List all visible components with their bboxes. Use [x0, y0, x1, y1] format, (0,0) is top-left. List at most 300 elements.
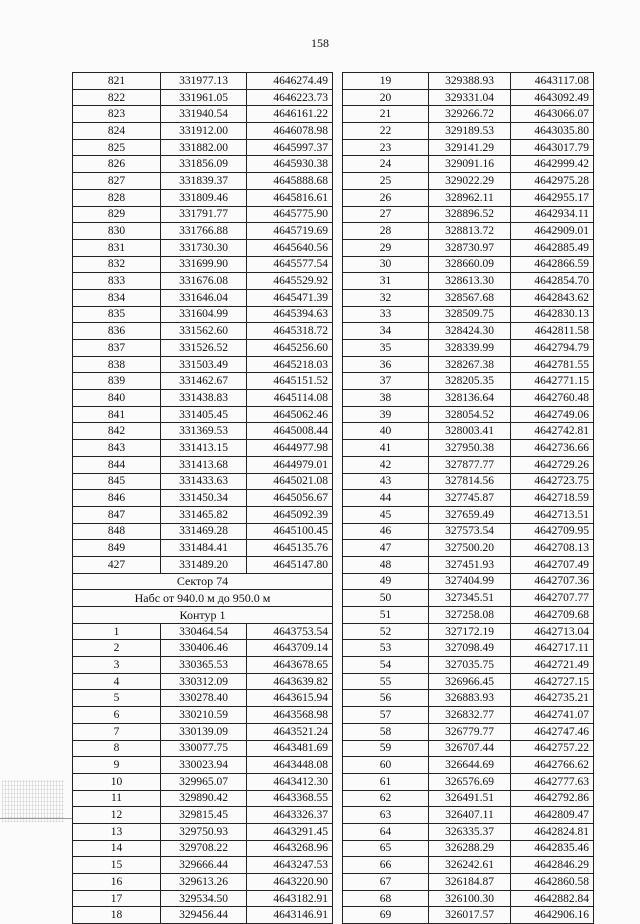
y-coordinate: 4642707.77	[511, 590, 594, 607]
point-number: 846	[73, 490, 161, 507]
point-number: 831	[73, 239, 161, 256]
y-coordinate: 4642866.59	[511, 256, 594, 273]
x-coordinate: 331730.30	[161, 239, 247, 256]
point-number: 38	[343, 390, 429, 407]
x-coordinate: 327950.38	[429, 440, 511, 457]
x-coordinate: 331465.82	[161, 506, 247, 523]
contour-title: Контур 1	[73, 607, 333, 624]
x-coordinate: 329708.22	[161, 840, 247, 857]
point-number: 839	[73, 373, 161, 390]
point-number: 27	[343, 206, 429, 223]
y-coordinate: 4642736.66	[511, 440, 594, 457]
table-row	[343, 757, 594, 774]
table-row	[73, 690, 333, 707]
table-row	[73, 707, 333, 724]
point-number: 822	[73, 89, 161, 106]
sector-title-row	[73, 573, 333, 590]
y-coordinate: 4646223.73	[247, 89, 333, 106]
point-number: 841	[73, 406, 161, 423]
y-coordinate: 4645056.67	[247, 490, 333, 507]
point-number: 828	[73, 189, 161, 206]
x-coordinate: 331526.52	[161, 340, 247, 357]
point-number: 52	[343, 623, 429, 640]
point-number: 68	[343, 890, 429, 907]
x-coordinate: 328813.72	[429, 223, 511, 240]
point-number: 11	[73, 790, 161, 807]
point-number: 32	[343, 289, 429, 306]
point-number: 30	[343, 256, 429, 273]
table-row	[73, 289, 333, 306]
y-coordinate: 4645719.69	[247, 223, 333, 240]
table-row	[73, 556, 333, 573]
point-number: 34	[343, 323, 429, 340]
table-row	[343, 406, 594, 423]
y-coordinate: 4642843.62	[511, 289, 594, 306]
y-coordinate: 4642760.48	[511, 390, 594, 407]
point-number: 14	[73, 840, 161, 857]
table-row	[73, 106, 333, 123]
x-coordinate: 328896.52	[429, 206, 511, 223]
table-row	[343, 607, 594, 624]
table-row	[343, 106, 594, 123]
table-row	[343, 239, 594, 256]
table-row	[73, 723, 333, 740]
point-number: 21	[343, 106, 429, 123]
x-coordinate: 330406.46	[161, 640, 247, 657]
x-coordinate: 331562.60	[161, 323, 247, 340]
y-coordinate: 4642792.86	[511, 790, 594, 807]
y-coordinate: 4642975.28	[511, 173, 594, 190]
point-number: 13	[73, 823, 161, 840]
point-number: 53	[343, 640, 429, 657]
y-coordinate: 4643092.49	[511, 89, 594, 106]
x-coordinate: 327814.56	[429, 473, 511, 490]
x-coordinate: 331462.67	[161, 373, 247, 390]
x-coordinate: 329815.45	[161, 807, 247, 824]
x-coordinate: 331912.00	[161, 123, 247, 140]
y-coordinate: 4645775.90	[247, 206, 333, 223]
x-coordinate: 330464.54	[161, 623, 247, 640]
table-row	[343, 273, 594, 290]
table-row	[73, 323, 333, 340]
point-number: 35	[343, 340, 429, 357]
point-number: 65	[343, 840, 429, 857]
x-coordinate: 329750.93	[161, 823, 247, 840]
table-row	[73, 340, 333, 357]
x-coordinate: 326644.69	[429, 757, 511, 774]
x-coordinate: 326707.44	[429, 740, 511, 757]
y-coordinate: 4643146.91	[247, 907, 333, 924]
table-row	[343, 690, 594, 707]
table-row	[343, 423, 594, 440]
y-coordinate: 4642713.04	[511, 623, 594, 640]
point-number: 55	[343, 673, 429, 690]
table-row	[73, 874, 333, 891]
point-number: 830	[73, 223, 161, 240]
y-coordinate: 4642727.15	[511, 673, 594, 690]
scan-artifact	[2, 780, 64, 822]
table-row	[73, 807, 333, 824]
table-row	[343, 540, 594, 557]
x-coordinate: 327404.99	[429, 573, 511, 590]
y-coordinate: 4642830.13	[511, 306, 594, 323]
table-row	[343, 490, 594, 507]
x-coordinate: 329091.16	[429, 156, 511, 173]
point-number: 58	[343, 723, 429, 740]
point-number: 835	[73, 306, 161, 323]
x-coordinate: 328267.38	[429, 356, 511, 373]
y-coordinate: 4642824.81	[511, 823, 594, 840]
x-coordinate: 326491.51	[429, 790, 511, 807]
y-coordinate: 4642882.84	[511, 890, 594, 907]
y-coordinate: 4643117.08	[511, 73, 594, 90]
table-row	[343, 289, 594, 306]
table-row	[343, 523, 594, 540]
point-number: 843	[73, 440, 161, 457]
x-coordinate: 329331.04	[429, 89, 511, 106]
point-number: 56	[343, 690, 429, 707]
point-number: 42	[343, 456, 429, 473]
y-coordinate: 4643481.69	[247, 740, 333, 757]
y-coordinate: 4642766.62	[511, 757, 594, 774]
table-row	[343, 907, 594, 924]
table-row	[343, 223, 594, 240]
y-coordinate: 4642718.59	[511, 490, 594, 507]
x-coordinate: 331604.99	[161, 306, 247, 323]
y-coordinate: 4645640.56	[247, 239, 333, 256]
y-coordinate: 4645471.39	[247, 289, 333, 306]
y-coordinate: 4642729.26	[511, 456, 594, 473]
table-row	[73, 373, 333, 390]
sector-subtitle-row	[73, 590, 333, 607]
table-row	[343, 707, 594, 724]
x-coordinate: 326288.29	[429, 840, 511, 857]
table-row	[343, 556, 594, 573]
table-row	[73, 406, 333, 423]
point-number: 7	[73, 723, 161, 740]
y-coordinate: 4643017.79	[511, 139, 594, 156]
right-coordinates-table	[342, 72, 594, 924]
y-coordinate: 4645100.45	[247, 523, 333, 540]
x-coordinate: 326184.87	[429, 874, 511, 891]
x-coordinate: 327035.75	[429, 657, 511, 674]
x-coordinate: 331438.83	[161, 390, 247, 407]
table-row	[343, 590, 594, 607]
x-coordinate: 331489.20	[161, 556, 247, 573]
point-number: 3	[73, 657, 161, 674]
y-coordinate: 4642999.42	[511, 156, 594, 173]
y-coordinate: 4645008.44	[247, 423, 333, 440]
point-number: 824	[73, 123, 161, 140]
y-coordinate: 4642723.75	[511, 473, 594, 490]
x-coordinate: 328339.99	[429, 340, 511, 357]
point-number: 844	[73, 456, 161, 473]
point-number: 51	[343, 607, 429, 624]
x-coordinate: 331484.41	[161, 540, 247, 557]
point-number: 9	[73, 757, 161, 774]
table-row	[73, 139, 333, 156]
y-coordinate: 4642721.49	[511, 657, 594, 674]
point-number: 12	[73, 807, 161, 824]
x-coordinate: 328567.68	[429, 289, 511, 306]
point-number: 36	[343, 356, 429, 373]
table-row	[343, 473, 594, 490]
table-row	[73, 740, 333, 757]
x-coordinate: 331469.28	[161, 523, 247, 540]
x-coordinate: 327573.54	[429, 523, 511, 540]
point-number: 67	[343, 874, 429, 891]
point-number: 44	[343, 490, 429, 507]
point-number: 57	[343, 707, 429, 724]
table-row	[73, 423, 333, 440]
point-number: 69	[343, 907, 429, 924]
point-number: 23	[343, 139, 429, 156]
y-coordinate: 4643247.53	[247, 857, 333, 874]
y-coordinate: 4643035.80	[511, 123, 594, 140]
table-row	[73, 306, 333, 323]
table-row	[73, 907, 333, 924]
table-row	[343, 790, 594, 807]
x-coordinate: 331503.49	[161, 356, 247, 373]
y-coordinate: 4643639.82	[247, 673, 333, 690]
x-coordinate: 327258.08	[429, 607, 511, 624]
x-coordinate: 329613.26	[161, 874, 247, 891]
x-coordinate: 326779.77	[429, 723, 511, 740]
y-coordinate: 4645394.63	[247, 306, 333, 323]
point-number: 26	[343, 189, 429, 206]
table-row	[73, 473, 333, 490]
binding-mark	[0, 818, 72, 819]
x-coordinate: 328509.75	[429, 306, 511, 323]
table-row	[73, 840, 333, 857]
point-number: 41	[343, 440, 429, 457]
y-coordinate: 4645318.72	[247, 323, 333, 340]
point-number: 823	[73, 106, 161, 123]
sector-subtitle: Набс от 940.0 м до 950.0 м	[73, 590, 333, 607]
point-number: 825	[73, 139, 161, 156]
table-row	[343, 323, 594, 340]
x-coordinate: 328424.30	[429, 323, 511, 340]
x-coordinate: 330210.59	[161, 707, 247, 724]
point-number: 838	[73, 356, 161, 373]
x-coordinate: 326576.69	[429, 773, 511, 790]
table-row	[73, 189, 333, 206]
x-coordinate: 330278.40	[161, 690, 247, 707]
point-number: 829	[73, 206, 161, 223]
x-coordinate: 327098.49	[429, 640, 511, 657]
x-coordinate: 327172.19	[429, 623, 511, 640]
point-number: 61	[343, 773, 429, 790]
y-coordinate: 4642742.81	[511, 423, 594, 440]
table-row	[73, 540, 333, 557]
x-coordinate: 327500.20	[429, 540, 511, 557]
table-row	[343, 573, 594, 590]
y-coordinate: 4643753.54	[247, 623, 333, 640]
table-row	[73, 206, 333, 223]
table-row	[343, 440, 594, 457]
table-row	[73, 506, 333, 523]
y-coordinate: 4642811.58	[511, 323, 594, 340]
y-coordinate: 4642757.22	[511, 740, 594, 757]
y-coordinate: 4645930.38	[247, 156, 333, 173]
x-coordinate: 329456.44	[161, 907, 247, 924]
point-number: 16	[73, 874, 161, 891]
table-row	[73, 440, 333, 457]
y-coordinate: 4646274.49	[247, 73, 333, 90]
x-coordinate: 331699.90	[161, 256, 247, 273]
x-coordinate: 331977.13	[161, 73, 247, 90]
table-row	[343, 740, 594, 757]
y-coordinate: 4645147.80	[247, 556, 333, 573]
table-row	[73, 239, 333, 256]
table-row	[343, 173, 594, 190]
point-number: 62	[343, 790, 429, 807]
x-coordinate: 331791.77	[161, 206, 247, 223]
y-coordinate: 4644977.98	[247, 440, 333, 457]
table-row	[343, 673, 594, 690]
left-coordinates-table	[72, 72, 333, 924]
point-number: 31	[343, 273, 429, 290]
y-coordinate: 4643368.55	[247, 790, 333, 807]
x-coordinate: 329965.07	[161, 773, 247, 790]
point-number: 826	[73, 156, 161, 173]
y-coordinate: 4645816.61	[247, 189, 333, 206]
point-number: 40	[343, 423, 429, 440]
point-number: 64	[343, 823, 429, 840]
table-row	[73, 73, 333, 90]
y-coordinate: 4646078.98	[247, 123, 333, 140]
point-number: 10	[73, 773, 161, 790]
point-number: 845	[73, 473, 161, 490]
x-coordinate: 327345.51	[429, 590, 511, 607]
table-row	[343, 340, 594, 357]
point-number: 24	[343, 156, 429, 173]
point-number: 837	[73, 340, 161, 357]
y-coordinate: 4645529.92	[247, 273, 333, 290]
y-coordinate: 4642794.79	[511, 340, 594, 357]
point-number: 22	[343, 123, 429, 140]
x-coordinate: 328205.35	[429, 373, 511, 390]
table-row	[343, 823, 594, 840]
point-number: 847	[73, 506, 161, 523]
y-coordinate: 4642771.15	[511, 373, 594, 390]
point-number: 46	[343, 523, 429, 540]
table-row	[343, 773, 594, 790]
y-coordinate: 4642709.68	[511, 607, 594, 624]
sector-title: Сектор 74	[73, 573, 333, 590]
point-number: 60	[343, 757, 429, 774]
table-row	[73, 773, 333, 790]
y-coordinate: 4645135.76	[247, 540, 333, 557]
point-number: 59	[343, 740, 429, 757]
point-number: 18	[73, 907, 161, 924]
y-coordinate: 4645256.60	[247, 340, 333, 357]
table-row	[343, 73, 594, 90]
x-coordinate: 331940.54	[161, 106, 247, 123]
point-number: 840	[73, 390, 161, 407]
point-number: 25	[343, 173, 429, 190]
point-number: 63	[343, 807, 429, 824]
x-coordinate: 330312.09	[161, 673, 247, 690]
y-coordinate: 4643291.45	[247, 823, 333, 840]
x-coordinate: 331839.37	[161, 173, 247, 190]
x-coordinate: 331856.09	[161, 156, 247, 173]
y-coordinate: 4642741.07	[511, 707, 594, 724]
y-coordinate: 4642934.11	[511, 206, 594, 223]
point-number: 427	[73, 556, 161, 573]
y-coordinate: 4645092.39	[247, 506, 333, 523]
x-coordinate: 331413.15	[161, 440, 247, 457]
x-coordinate: 330365.53	[161, 657, 247, 674]
y-coordinate: 4642749.06	[511, 406, 594, 423]
table-row	[343, 623, 594, 640]
y-coordinate: 4642713.51	[511, 506, 594, 523]
table-row	[343, 89, 594, 106]
y-coordinate: 4642781.55	[511, 356, 594, 373]
table-row	[73, 390, 333, 407]
point-number: 50	[343, 590, 429, 607]
table-row	[343, 156, 594, 173]
point-number: 833	[73, 273, 161, 290]
table-row	[343, 890, 594, 907]
table-row	[73, 890, 333, 907]
x-coordinate: 327659.49	[429, 506, 511, 523]
x-coordinate: 329189.53	[429, 123, 511, 140]
x-coordinate: 329890.42	[161, 790, 247, 807]
point-number: 834	[73, 289, 161, 306]
point-number: 39	[343, 406, 429, 423]
table-row	[73, 673, 333, 690]
x-coordinate: 331369.53	[161, 423, 247, 440]
x-coordinate: 327451.93	[429, 556, 511, 573]
x-coordinate: 331809.46	[161, 189, 247, 206]
x-coordinate: 327745.87	[429, 490, 511, 507]
y-coordinate: 4643615.94	[247, 690, 333, 707]
table-row	[73, 256, 333, 273]
table-row	[343, 139, 594, 156]
page-number: 158	[311, 36, 329, 50]
x-coordinate: 326883.93	[429, 690, 511, 707]
table-row	[73, 857, 333, 874]
table-row	[343, 373, 594, 390]
table-row	[343, 857, 594, 874]
table-row	[343, 256, 594, 273]
y-coordinate: 4642809.47	[511, 807, 594, 824]
y-coordinate: 4645021.08	[247, 473, 333, 490]
y-coordinate: 4642707.49	[511, 556, 594, 573]
point-number: 20	[343, 89, 429, 106]
table-row	[343, 506, 594, 523]
x-coordinate: 326100.30	[429, 890, 511, 907]
point-number: 4	[73, 673, 161, 690]
y-coordinate: 4642835.46	[511, 840, 594, 857]
x-coordinate: 326832.77	[429, 707, 511, 724]
x-coordinate: 329266.72	[429, 106, 511, 123]
y-coordinate: 4643182.91	[247, 890, 333, 907]
y-coordinate: 4643448.08	[247, 757, 333, 774]
point-number: 1	[73, 623, 161, 640]
x-coordinate: 330139.09	[161, 723, 247, 740]
x-coordinate: 331646.04	[161, 289, 247, 306]
x-coordinate: 328962.11	[429, 189, 511, 206]
point-number: 848	[73, 523, 161, 540]
point-number: 827	[73, 173, 161, 190]
table-row	[73, 156, 333, 173]
table-row	[73, 223, 333, 240]
x-coordinate: 327877.77	[429, 456, 511, 473]
y-coordinate: 4642955.17	[511, 189, 594, 206]
x-coordinate: 331882.00	[161, 139, 247, 156]
